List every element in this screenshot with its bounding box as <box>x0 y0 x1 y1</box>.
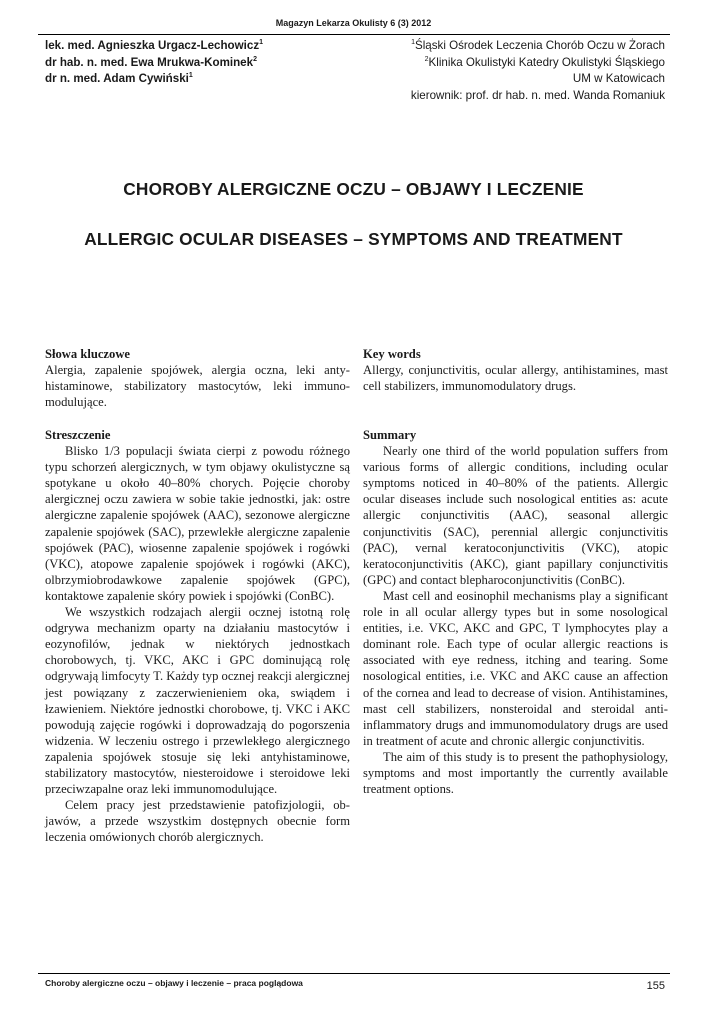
author-list <box>45 38 263 88</box>
keywords-polish-text: Alergia, zapalenie spojówek, alergia oczna, leki antyhistaminowe, stabilizatory mastocytów, leki immunomodulujące. <box>45 363 350 410</box>
abstract-english-paragraph: The aim of this study is to present the pathophysiology, symptoms and most importantly the currently available treatment options. <box>363 749 668 797</box>
abstract-english-heading: Summary <box>363 428 417 442</box>
abstract-english-paragraph: Mast cell and eosinophil mechanisms play a significant role in all ocular allergy types but in some nosological entities, i.e. VKC, AKC and GPC, T lymphocytes play a dominant role. Each type of ocular allergic reactions is associated with eye redness, itching and tearing. Some nosological entities, i.e. VKC and AKC cause an affection of the cornea and lead to decrease of vision. Antihistamines, mast cell stabilizers, nonsteroidal and steroidal anti-inflammatory drugs and immunomodulatory drugs are used in treatment of acute and chronic allergic conjunctivitis. <box>363 588 668 748</box>
keywords-english-heading: Key words <box>363 347 421 361</box>
title-english: ALLERGIC OCULAR DISEASES – SYMPTOMS AND TREATMENT <box>84 229 623 249</box>
keywords-polish-heading: Słowa kluczowe <box>45 347 131 361</box>
abstract-polish-paragraph: We wszystkich rodzajach alergii ocznej istotną rolę odgrywa mechanizm oparty na działaniu mastocytów i eozynofilów, jednak w niektórych jednostkach chorobowych, tj. VKC, AKC i GPC dominującą rolę odgrywają limfocyty T. Każdy typ ocznej reakcji alergicznej jest powiązany z zaczerwienieniem oka, swiądem i łzawieniem. Niektóre jednostki chorobowe, tj. VKC i AKC powodują zajęcie rogówki i doprowadzają do pogorszenia widzenia. W leczeniu ostrego i przewlekłego alergicznego zapalenia spojówek stosuje się leki antyhistaminowe, stabilizatory mastocytów, niesteroidowe i steroidowe leki przeciwzapalne oraz leki immunomodulujące. <box>45 605 350 797</box>
author-1: lek. med. Agnieszka Urgacz-Lechowicz$^1$ <box>45 39 264 52</box>
author-2: dr hab. n. med. Ewa Mrukwa-Kominek$^2$ <box>45 55 257 69</box>
header-rule <box>38 34 670 35</box>
keywords-english-text: Allergy, conjunctivitis, ocular allergy, antihistamines, mast cell stabilizers, immunomodulatory drugs. <box>363 363 668 394</box>
abstract-english <box>363 427 668 797</box>
affiliation-3: UM w Katowicach <box>572 72 665 85</box>
keywords-english <box>363 346 668 394</box>
abstract-polish-paragraph: Blisko 1/3 populacji świata cierpi z powodu różnego typu schorzeń alergicznych, w tym objawy okulistyczne są spotykane u około 40–80% chorych. Pojęcie choroby alergicznej oczu zawiera w sobie takie jednostki, jak: ostre alergiczne zapalenie spojówek (AAC), sezonowe alergiczne zapalenie spojówek (SAC), przewlekłe alergiczne zapalenie spojówek (PAC), wiosenne zapalenie spojówek i rogówki (VKC), atopowe zapalenie spojówek i rogówki (AKC), olbrzymiobrodawkowe zapalenie spojówek (GPC), kontaktowe zapalenie skóry powiek i spojówki (ConBC). <box>45 444 350 603</box>
abstract-polish-paragraph: Celem pracy jest przedstawienie patofizjologii, objawów, a przede wszystkim dostępnych obecnie form leczenia omówionych chorób alergicznych. <box>45 798 350 845</box>
affiliation-2: $^2$Klinika Okulistyki Katedry Okulistyki Śląskiego <box>424 55 665 69</box>
affiliation-1: $^1$Śląski Ośrodek Leczenia Chorób Oczu w Żorach <box>411 39 665 52</box>
page-number: 155 <box>646 980 665 992</box>
journal-header: Magazyn Lekarza Okulisty 6 (3) 2012 <box>275 18 432 28</box>
abstract-polish-heading: Streszczenie <box>45 428 111 442</box>
title-polish: CHOROBY ALERGICZNE OCZU – OBJAWY I LECZENIE <box>123 179 584 199</box>
affiliation-head: kierownik: prof. dr hab. n. med. Wanda Romaniuk <box>410 88 665 102</box>
running-title: Choroby alergiczne oczu – objawy i leczenie – praca poglądowa <box>45 978 303 988</box>
footer-rule <box>38 973 670 974</box>
abstract-polish <box>45 427 350 845</box>
keywords-polish <box>45 346 350 410</box>
abstract-english-paragraph: Nearly one third of the world population suffers from various forms of allergic conditions, including ocular symptoms noticed in 40–80% of the patients. Allergic ocular diseases include such nosological entities as: acute allergic conjunctivitis (AAC), seasonal allergic conjunctivitis (SAC), perennial allergic conjunctivitis (PAC), vernal keratoconjunctivitis (VKC), atopic keratoconjunctivitis (AKC), giant papillary conjunctivitis (GPC) and contact blepharoconjunctivitis (ConBC). <box>363 444 668 587</box>
author-3: dr n. med. Adam Cywiński$^1$ <box>45 72 193 85</box>
affiliation-list <box>411 38 665 104</box>
